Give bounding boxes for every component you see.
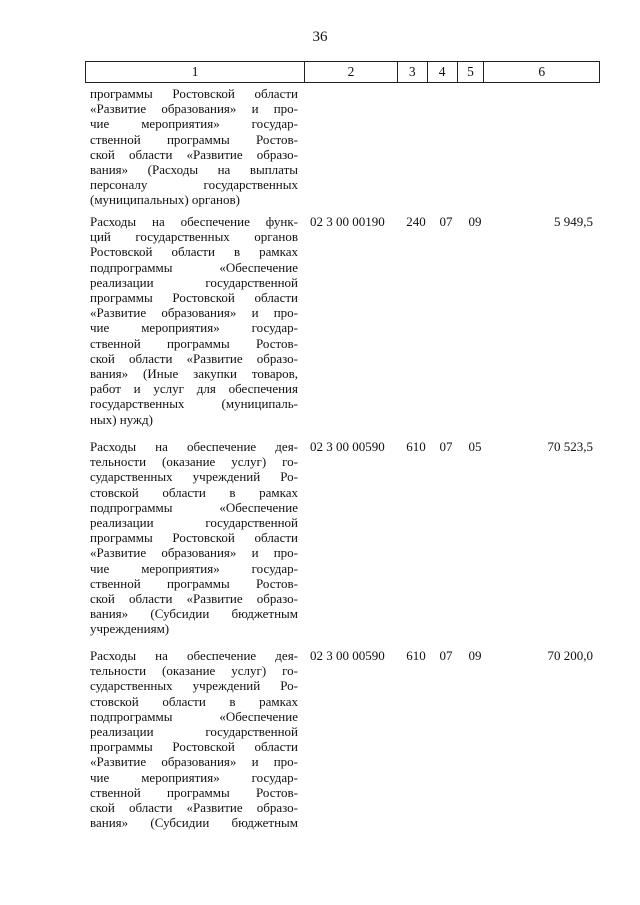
target-article-code: 02 3 00 00590 bbox=[310, 439, 385, 454]
description-line: ственной программы Ростов- bbox=[90, 335, 298, 351]
column-header-5: 5 bbox=[458, 62, 485, 82]
description-line: ственной программы Ростов- bbox=[90, 575, 298, 591]
page-number: 36 bbox=[312, 29, 328, 45]
description-line: подпрограммы «Обеспечение bbox=[90, 708, 298, 724]
description-line: Расходы на обеспечение функ- bbox=[90, 214, 298, 229]
column-header-1: 1 bbox=[86, 62, 305, 82]
section-code: 07 bbox=[439, 648, 453, 663]
description-line: Расходы на обеспечение дея- bbox=[90, 648, 298, 663]
description-line: учреждениям) bbox=[90, 621, 170, 637]
description-line: стовской области в рамках bbox=[90, 693, 298, 709]
row-description bbox=[90, 439, 298, 637]
column-header-3: 3 bbox=[398, 62, 428, 82]
description-line: тельности (оказание услуг) го- bbox=[90, 663, 298, 679]
description-line: программы Ростовской области bbox=[90, 530, 298, 546]
row-description bbox=[90, 214, 298, 427]
description-line: ской области «Развитие образо- bbox=[90, 800, 298, 816]
expense-type-code: 610 bbox=[406, 439, 426, 454]
description-line: сударственных учреждений Ро- bbox=[90, 469, 298, 485]
description-line: вания» (Субсидии бюджетным bbox=[90, 606, 298, 622]
column-header-2: 2 bbox=[305, 62, 398, 82]
description-line: тельности (оказание услуг) го- bbox=[90, 454, 298, 470]
description-line: реализации государственной bbox=[90, 274, 298, 290]
description-line: чие мероприятия» государ- bbox=[90, 320, 298, 336]
table-header-row bbox=[85, 61, 600, 83]
amount: 70 523,5 bbox=[547, 439, 593, 454]
description-line: чие мероприятия» государ- bbox=[90, 560, 298, 576]
description-line: «Развитие образования» и про- bbox=[90, 305, 298, 321]
target-article-code: 02 3 00 00590 bbox=[310, 648, 385, 663]
column-header-4: 4 bbox=[428, 62, 458, 82]
description-line: Расходы на обеспечение дея- bbox=[90, 439, 298, 454]
description-line: ных) нужд) bbox=[90, 411, 153, 427]
description-line: программы Ростовской области bbox=[90, 86, 298, 101]
description-line: «Развитие образования» и про- bbox=[90, 101, 298, 117]
description-line: ственной программы Ростов- bbox=[90, 131, 298, 147]
expense-type-code: 610 bbox=[406, 648, 426, 663]
description-line: подпрограммы «Обеспечение bbox=[90, 499, 298, 515]
description-line: ственной программы Ростов- bbox=[90, 784, 298, 800]
description-line: программы Ростовской области bbox=[90, 290, 298, 306]
description-line: сударственных учреждений Ро- bbox=[90, 678, 298, 694]
description-line: реализации государственной bbox=[90, 724, 298, 740]
description-line: вания» (Иные закупки товаров, bbox=[90, 366, 298, 382]
row-description bbox=[90, 648, 298, 830]
description-line: ской области «Развитие образо- bbox=[90, 591, 298, 607]
section-code: 07 bbox=[439, 214, 453, 229]
expense-type-code: 240 bbox=[406, 214, 426, 229]
description-line: ской области «Развитие образо- bbox=[90, 146, 298, 162]
description-line: работ и услуг для обеспечения bbox=[90, 381, 298, 397]
amount: 70 200,0 bbox=[547, 648, 593, 663]
section-code: 07 bbox=[439, 439, 453, 454]
description-line: «Развитие образования» и про- bbox=[90, 545, 298, 561]
description-line: программы Ростовской области bbox=[90, 739, 298, 755]
subsection-code: 09 bbox=[468, 648, 482, 663]
description-line: чие мероприятия» государ- bbox=[90, 769, 298, 785]
description-line: подпрограммы «Обеспечение bbox=[90, 259, 298, 275]
subsection-code: 09 bbox=[468, 214, 482, 229]
target-article-code: 02 3 00 00190 bbox=[310, 214, 385, 229]
subsection-code: 05 bbox=[468, 439, 482, 454]
description-line: «Развитие образования» и про- bbox=[90, 754, 298, 770]
row-description bbox=[90, 86, 298, 208]
description-line: (муниципальных) органов) bbox=[90, 192, 240, 208]
description-line: персоналу государственных bbox=[90, 177, 298, 193]
description-line: реализации государственной bbox=[90, 515, 298, 531]
description-line: Ростовской области в рамках bbox=[90, 244, 298, 260]
description-line: стовской области в рамках bbox=[90, 484, 298, 500]
description-line: ций государственных органов bbox=[90, 229, 298, 245]
description-line: ской области «Развитие образо- bbox=[90, 350, 298, 366]
description-line: государственных (муниципаль- bbox=[90, 396, 298, 412]
description-line: вания» (Расходы на выплаты bbox=[90, 162, 298, 178]
column-header-6: 6 bbox=[538, 64, 546, 79]
description-line: чие мероприятия» государ- bbox=[90, 116, 298, 132]
amount: 5 949,5 bbox=[554, 214, 593, 229]
description-line: вания» (Субсидии бюджетным bbox=[90, 815, 298, 831]
